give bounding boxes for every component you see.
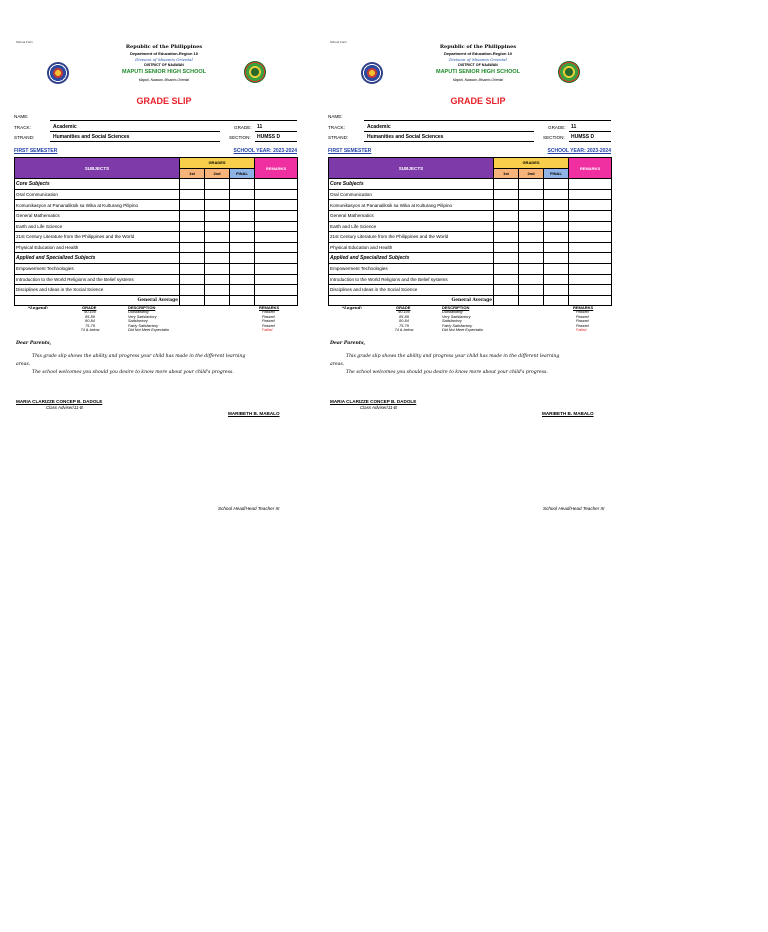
- second-quarter-grade: [519, 232, 544, 243]
- table-row: [329, 242, 612, 253]
- first-quarter-header: 1st: [180, 168, 205, 179]
- grade-value: 11: [257, 124, 263, 130]
- table-row: [329, 232, 612, 243]
- legend-description: Outstanding: [128, 310, 149, 314]
- final-grade: [230, 242, 255, 253]
- legend-description: Very Satisfactory: [442, 314, 471, 319]
- track-underline: [364, 131, 534, 132]
- first-quarter-grade: [494, 285, 519, 296]
- letter-line-2: areas.: [330, 362, 345, 367]
- legend-description: Fairly Satisfactory: [442, 323, 473, 328]
- table-row: [329, 221, 612, 232]
- table-row: [329, 210, 612, 221]
- empty-cell: [180, 253, 205, 264]
- second-quarter-grade: [519, 263, 544, 274]
- head-name: MARIBETH B. MABALO: [542, 411, 594, 416]
- school-seal-icon: [244, 61, 266, 83]
- empty-cell: [544, 179, 569, 190]
- remarks-cell: [255, 263, 298, 274]
- section-value: HUMSS D: [257, 134, 281, 140]
- first-quarter-header: 1st: [494, 168, 519, 179]
- table-header-row: [15, 158, 298, 169]
- section-underline: [255, 141, 297, 142]
- subject-name: 21st Century Literature from the Philippines and the World: [329, 232, 494, 243]
- second-quarter-grade: [519, 189, 544, 200]
- section-label: SECTION:: [543, 135, 565, 140]
- first-quarter-grade: [180, 189, 205, 200]
- division-heading: Division of Misamis Oriental: [135, 57, 193, 62]
- empty-cell: [230, 179, 255, 190]
- name-underline: [364, 120, 611, 121]
- remarks-cell: [255, 274, 298, 285]
- grade-value: 11: [571, 124, 577, 130]
- legend-descriptions: [442, 310, 483, 333]
- first-quarter-grade: [180, 210, 205, 221]
- legend-descriptions: [128, 310, 169, 333]
- first-quarter-grade: [494, 242, 519, 253]
- legend-remark: Passed: [262, 323, 275, 328]
- subjects-header: SUBJECTS: [329, 158, 494, 179]
- subject-name: Empowerment Technologies: [15, 263, 180, 274]
- district-heading: DISTRICT OF NAAWAN: [144, 63, 184, 67]
- table-row: [15, 242, 298, 253]
- first-quarter-grade: [494, 221, 519, 232]
- legend-remark: Passed: [576, 314, 589, 319]
- grade-label: GRADE:: [548, 125, 566, 130]
- table-row: [15, 274, 298, 285]
- legend-description-header: DESCRIPTION: [128, 305, 156, 310]
- subjects-header: SUBJECTS: [15, 158, 180, 179]
- track-value: Academic: [53, 124, 77, 130]
- letter-line-3: The school welcomes you should you desire to know more about your child's progress.: [346, 370, 548, 375]
- second-quarter-grade: [519, 285, 544, 296]
- deped-seal-icon: [361, 62, 383, 84]
- legend-remarks-header: REMARKS: [259, 305, 280, 310]
- table-row: [329, 274, 612, 285]
- subject-name: Komunikasyon at Pananaliksik sa Wika at Kulturang Pilipino: [329, 200, 494, 211]
- empty-cell: [494, 179, 519, 190]
- department-heading: Department of Education-Region 10: [129, 51, 198, 56]
- legend-grade-range: 75-79: [399, 323, 409, 328]
- legend-title: *Legend:: [342, 305, 362, 310]
- department-heading: Department of Education-Region 10: [443, 51, 512, 56]
- legend-grade-range: 80-84: [85, 319, 95, 323]
- track-value: Academic: [367, 124, 391, 130]
- table-row: [15, 263, 298, 274]
- final-grade: [230, 221, 255, 232]
- letter-salutation: Dear Parents,: [16, 341, 52, 346]
- final-grade: [544, 263, 569, 274]
- subject-name: General Mathematics: [15, 210, 180, 221]
- head-role: School Head/Head Teacher III: [543, 506, 605, 511]
- legend-title: *Legend:: [28, 305, 48, 310]
- grade-slip-1: [14, 0, 314, 520]
- legend-remark: Failed: [576, 328, 587, 332]
- adviser-role: Class Adviser/11-B: [360, 405, 397, 410]
- legend-description: Outstanding: [442, 310, 463, 314]
- core-subjects-label: Core Subjects: [329, 179, 494, 190]
- table-row: [15, 232, 298, 243]
- final-grade: [544, 200, 569, 211]
- second-quarter-grade: [205, 232, 230, 243]
- track-label: TRACK:: [14, 125, 31, 130]
- legend-grade-range: 75-79: [85, 323, 95, 328]
- final-grade: [544, 210, 569, 221]
- first-quarter-grade: [180, 242, 205, 253]
- head-name: MARIBETH B. MABALO: [228, 411, 280, 416]
- final-grade: [230, 263, 255, 274]
- letter-line-1: This grade slip shows the ability and progress your child has made in the different learning: [32, 354, 246, 359]
- general-average-label: General Average: [15, 295, 180, 306]
- strand-label: STRAND:: [328, 135, 349, 140]
- empty-cell: [255, 253, 298, 264]
- legend-remark: Failed: [262, 328, 273, 332]
- final-grade-header: FINAL: [230, 168, 255, 179]
- name-label: NAME:: [14, 114, 29, 119]
- form-tag: School Form: [330, 40, 348, 44]
- letter-line-1: This grade slip shows the ability and progress your child has made in the different learning: [346, 354, 560, 359]
- letter-line-2: areas.: [16, 362, 31, 367]
- empty-cell: [569, 179, 612, 190]
- table-header-row: [329, 158, 612, 169]
- semester-label: FIRST SEMESTER: [14, 148, 58, 154]
- legend-description: Very Satisfactory: [128, 314, 157, 319]
- legend-grade-range: 74 & below: [394, 328, 414, 332]
- second-quarter-grade: [519, 200, 544, 211]
- remarks-cell: [569, 285, 612, 296]
- deped-seal-icon: [47, 62, 69, 84]
- first-quarter-grade: [180, 200, 205, 211]
- final-grade: [544, 274, 569, 285]
- applied-subjects-label-row: [329, 253, 612, 264]
- final-grade: [230, 210, 255, 221]
- section-value: HUMSS D: [571, 134, 595, 140]
- legend-grade-range: 85-89: [85, 314, 95, 319]
- subject-name: Introduction to the World Religions and the Belief systems: [15, 274, 180, 285]
- semester-label: FIRST SEMESTER: [328, 148, 372, 154]
- legend-description: Did Not Meet Expectatio: [128, 328, 169, 332]
- section-underline: [569, 141, 611, 142]
- strand-underline: [364, 141, 534, 142]
- remarks-cell: [569, 210, 612, 221]
- legend-remark: Passed: [262, 314, 275, 319]
- applied-subjects-label-row: [15, 253, 298, 264]
- school-name: MAPUTI SENIOR HIGH SCHOOL: [435, 69, 521, 75]
- subject-name: Disciplines and Ideas in the Social Science: [15, 285, 180, 296]
- final-grade: [230, 232, 255, 243]
- subject-name: Oral Communication: [329, 189, 494, 200]
- grades-header: GRADES: [494, 158, 569, 169]
- subject-name: Oral Communication: [15, 189, 180, 200]
- strand-value: Humanities and Social Sciences: [53, 134, 130, 140]
- remarks-cell: [255, 200, 298, 211]
- school-seal-icon: [558, 61, 580, 83]
- subject-name: Komunikasyon at Pananaliksik sa Wika at Kulturang Pilipino: [15, 200, 180, 211]
- remarks-cell: [255, 242, 298, 253]
- table-row: [329, 189, 612, 200]
- table-row: [329, 263, 612, 274]
- first-quarter-grade: [180, 274, 205, 285]
- table-row: [15, 210, 298, 221]
- head-role: School Head/Head Teacher III: [218, 506, 280, 511]
- grades-header: GRADES: [180, 158, 255, 169]
- legend-remarks: [576, 310, 589, 333]
- name-label: NAME:: [328, 114, 343, 119]
- remarks-header: REMARKS: [255, 158, 298, 179]
- first-quarter-grade: [180, 263, 205, 274]
- grading-legend: [328, 305, 611, 345]
- republic-heading: Republic of the Philippines: [125, 44, 203, 50]
- remarks-cell: [569, 274, 612, 285]
- legend-grades: [392, 310, 416, 333]
- grade-label: GRADE:: [234, 125, 252, 130]
- district-heading: DISTRICT OF NAAWAN: [458, 63, 498, 67]
- core-subjects-label-row: [329, 179, 612, 190]
- second-quarter-grade: [205, 242, 230, 253]
- legend-description-header: DESCRIPTION: [442, 305, 470, 310]
- school-address: Maputi, Naawan, Misamis Oriental: [138, 78, 190, 82]
- final-grade: [544, 232, 569, 243]
- grade-underline: [569, 131, 611, 132]
- school-name: MAPUTI SENIOR HIGH SCHOOL: [121, 69, 207, 75]
- empty-cell: [519, 253, 544, 264]
- empty-cell: [494, 253, 519, 264]
- legend-remark: Passed: [576, 310, 589, 314]
- legend-remarks: [262, 310, 275, 333]
- division-heading: Division of Misamis Oriental: [449, 57, 507, 62]
- remarks-cell: [255, 221, 298, 232]
- first-quarter-grade: [494, 210, 519, 221]
- second-quarter-grade: [205, 285, 230, 296]
- legend-description: Satisfactory: [128, 319, 148, 323]
- final-grade-header: FINAL: [544, 168, 569, 179]
- empty-cell: [255, 179, 298, 190]
- table-row: [329, 200, 612, 211]
- school-year-label: SCHOOL YEAR: 2023-2024: [547, 148, 611, 154]
- first-quarter-grade: [180, 221, 205, 232]
- section-label: SECTION:: [229, 135, 251, 140]
- first-quarter-grade: [494, 200, 519, 211]
- grades-table-body: [15, 158, 298, 306]
- legend-grade-range: 90-100: [84, 310, 96, 314]
- subject-name: Empowerment Technologies: [329, 263, 494, 274]
- first-quarter-grade: [180, 232, 205, 243]
- strand-label: STRAND:: [14, 135, 35, 140]
- second-quarter-grade: [205, 189, 230, 200]
- first-quarter-grade: [494, 189, 519, 200]
- final-grade: [544, 285, 569, 296]
- second-quarter-header: 2nd: [205, 168, 230, 179]
- first-quarter-grade: [494, 263, 519, 274]
- slip-title: GRADE SLIP: [450, 96, 506, 106]
- remarks-cell: [255, 210, 298, 221]
- subject-name: Physical Education and Health: [329, 242, 494, 253]
- empty-cell: [569, 253, 612, 264]
- second-quarter-grade: [205, 210, 230, 221]
- subject-name: Introduction to the World Religions and the Belief systems: [329, 274, 494, 285]
- school-address: Maputi, Naawan, Misamis Oriental: [452, 78, 504, 82]
- empty-cell: [519, 179, 544, 190]
- legend-remark: Passed: [576, 323, 589, 328]
- second-quarter-grade: [519, 274, 544, 285]
- table-row: [329, 285, 612, 296]
- core-subjects-label: Core Subjects: [15, 179, 180, 190]
- legend-description: Did Not Meet Expectatio: [442, 328, 483, 332]
- table-row: [15, 200, 298, 211]
- subject-name: Disciplines and Ideas in the Social Science: [329, 285, 494, 296]
- second-quarter-grade: [205, 221, 230, 232]
- legend-description: Satisfactory: [442, 319, 462, 323]
- second-quarter-grade: [519, 221, 544, 232]
- legend-remarks-header: REMARKS: [573, 305, 594, 310]
- final-grade: [230, 285, 255, 296]
- subject-name: Physical Education and Health: [15, 242, 180, 253]
- grading-legend: [14, 305, 297, 345]
- second-quarter-grade: [205, 200, 230, 211]
- table-row: [15, 189, 298, 200]
- core-subjects-label-row: [15, 179, 298, 190]
- grades-table: [14, 157, 298, 306]
- subject-name: General Mathematics: [329, 210, 494, 221]
- remarks-header: REMARKS: [569, 158, 612, 179]
- legend-grade-header: GRADE: [82, 305, 97, 310]
- grade-underline: [255, 131, 297, 132]
- final-grade: [230, 200, 255, 211]
- remarks-cell: [255, 285, 298, 296]
- grade-slip-2: [328, 0, 628, 520]
- adviser-name: MARIA CLARIZZE CONCEP B. DADOLE: [330, 399, 417, 404]
- subject-name: Earth and Life Science: [329, 221, 494, 232]
- legend-remark: Passed: [576, 319, 589, 323]
- legend-grade-range: 85-89: [399, 314, 409, 319]
- track-label: TRACK:: [328, 125, 345, 130]
- final-grade: [544, 189, 569, 200]
- final-grade: [230, 274, 255, 285]
- second-quarter-grade: [519, 242, 544, 253]
- grades-table-body: [329, 158, 612, 306]
- second-quarter-header: 2nd: [519, 168, 544, 179]
- legend-remark: Passed: [262, 310, 275, 314]
- legend-grade-header: GRADE: [396, 305, 411, 310]
- applied-subjects-label: Applied and Specialized Subjects: [329, 253, 494, 264]
- first-quarter-grade: [494, 232, 519, 243]
- second-quarter-grade: [205, 263, 230, 274]
- general-average-label: General Average: [329, 295, 494, 306]
- final-grade: [544, 221, 569, 232]
- school-year-label: SCHOOL YEAR: 2023-2024: [233, 148, 297, 154]
- subject-name: Earth and Life Science: [15, 221, 180, 232]
- form-tag: School Form: [16, 40, 34, 44]
- letter-line-3: The school welcomes you should you desire to know more about your child's progress.: [32, 370, 234, 375]
- adviser-name: MARIA CLARIZZE CONCEP B. DADOLE: [16, 399, 103, 404]
- final-grade: [230, 189, 255, 200]
- legend-grade-range: 90-100: [398, 310, 410, 314]
- empty-cell: [180, 179, 205, 190]
- name-underline: [50, 120, 297, 121]
- legend-remark: Passed: [262, 319, 275, 323]
- legend-grades: [78, 310, 102, 333]
- remarks-cell: [569, 200, 612, 211]
- remarks-cell: [569, 221, 612, 232]
- table-row: [15, 285, 298, 296]
- remarks-cell: [569, 263, 612, 274]
- empty-cell: [230, 253, 255, 264]
- grades-table: [328, 157, 612, 306]
- second-quarter-grade: [519, 210, 544, 221]
- empty-cell: [205, 253, 230, 264]
- legend-grade-range: 74 & below: [80, 328, 100, 332]
- slip-title: GRADE SLIP: [136, 96, 192, 106]
- empty-cell: [544, 253, 569, 264]
- remarks-cell: [569, 189, 612, 200]
- first-quarter-grade: [180, 285, 205, 296]
- letter-salutation: Dear Parents,: [330, 341, 366, 346]
- legend-description: Fairly Satisfactory: [128, 323, 159, 328]
- remarks-cell: [255, 189, 298, 200]
- table-row: [15, 221, 298, 232]
- republic-heading: Republic of the Philippines: [439, 44, 517, 50]
- first-quarter-grade: [494, 274, 519, 285]
- track-underline: [50, 131, 220, 132]
- adviser-role: Class Adviser/11-B: [46, 405, 83, 410]
- subject-name: 21st Century Literature from the Philippines and the World: [15, 232, 180, 243]
- legend-grade-range: 80-84: [399, 319, 409, 323]
- empty-cell: [205, 179, 230, 190]
- strand-underline: [50, 141, 220, 142]
- remarks-cell: [569, 242, 612, 253]
- remarks-cell: [255, 232, 298, 243]
- remarks-cell: [569, 232, 612, 243]
- strand-value: Humanities and Social Sciences: [367, 134, 444, 140]
- applied-subjects-label: Applied and Specialized Subjects: [15, 253, 180, 264]
- final-grade: [544, 242, 569, 253]
- second-quarter-grade: [205, 274, 230, 285]
